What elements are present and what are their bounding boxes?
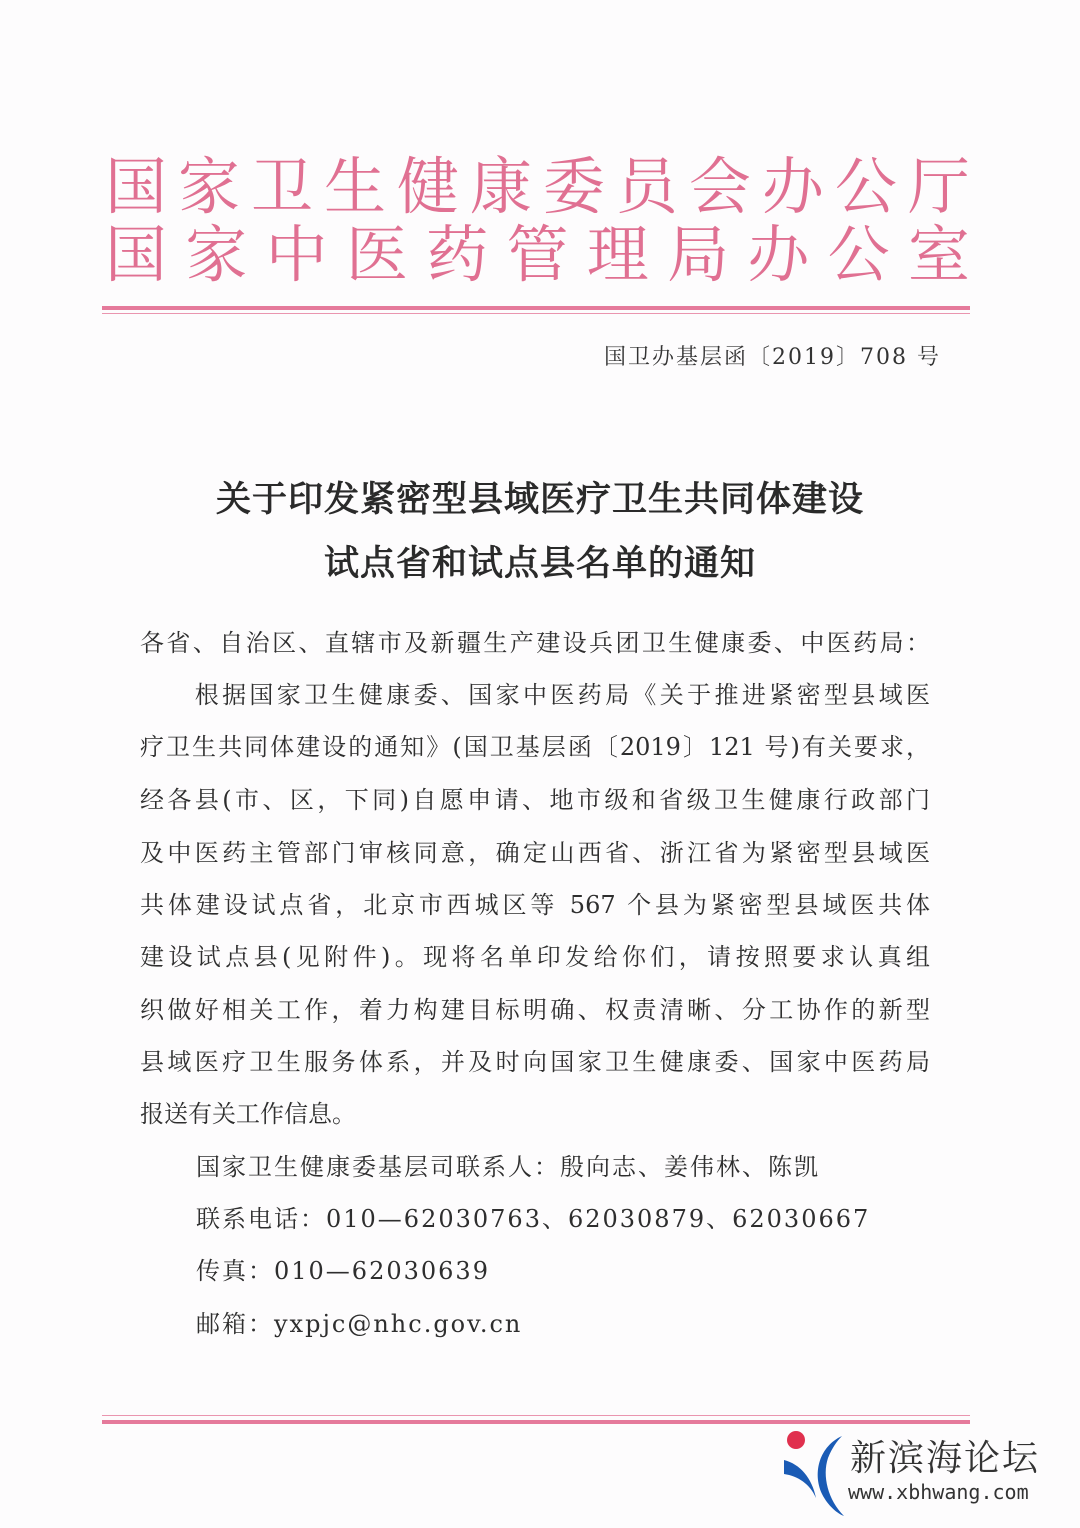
letterhead-char: 管: [506, 218, 569, 291]
letterhead-char: 员: [615, 150, 678, 223]
paragraph-line: 经各县(市、区，下同)自愿申请、地市级和省级卫生健康行政部门: [140, 786, 930, 814]
site-name: 新滨海论坛: [850, 1438, 1041, 1479]
letterhead-line-2: [105, 220, 970, 290]
site-logo-icon: [782, 1428, 848, 1518]
letterhead-char: 家: [185, 218, 248, 291]
letterhead-line-1: [105, 152, 970, 222]
letterhead-char: 办: [761, 150, 824, 223]
letterhead-char: 家: [177, 150, 240, 223]
site-url: www.xbhwang.com: [848, 1480, 1029, 1504]
letterhead-char: 办: [747, 218, 810, 291]
letterhead-char: 健: [396, 150, 459, 223]
letterhead-char: 局: [667, 218, 730, 291]
letterhead-char: 卫: [250, 150, 313, 223]
letterhead-char: 药: [426, 218, 489, 291]
bottom-rule-thin: [102, 1415, 970, 1416]
letterhead-char: 中: [265, 218, 328, 291]
letterhead-char: 国: [105, 218, 168, 291]
letterhead-char: 会: [688, 150, 751, 223]
letterhead-char: 委: [542, 150, 605, 223]
contact-phone: 联系电话：010—62030763、62030879、62030667: [196, 1205, 871, 1233]
letterhead-char: 厅: [907, 150, 970, 223]
top-rule-thin: [102, 313, 970, 314]
paragraph-line: 报送有关工作信息。: [140, 1100, 356, 1128]
top-rule-thick: [102, 306, 970, 310]
document-title-line-1: 关于印发紧密型县域医疗卫生共同体建设: [215, 480, 864, 520]
letterhead-char: 公: [827, 218, 890, 291]
bottom-rule-thick: [102, 1420, 970, 1424]
paragraph-line: 建设试点县(见附件)。现将名单印发给你们，请按照要求认真组: [140, 943, 930, 971]
paragraph-line: 织做好相关工作，着力构建目标明确、权责清晰、分工协作的新型: [140, 996, 930, 1024]
letterhead-char: 公: [834, 150, 897, 223]
salutation: 各省、自治区、直辖市及新疆生产建设兵团卫生健康委、中医药局：: [140, 629, 930, 657]
letterhead-char: 国: [105, 150, 168, 223]
document-number: 国卫办基层函〔2019〕708 号: [604, 345, 941, 370]
letterhead-char: 理: [586, 218, 649, 291]
contact-email: 邮箱：yxpjc@nhc.gov.cn: [196, 1310, 523, 1338]
paragraph-line: 共体建设试点省，北京市西城区等 567 个县为紧密型县域医共体: [140, 891, 930, 919]
paragraph-line: 及中医药主管部门审核同意，确定山西省、浙江省为紧密型县域医: [140, 839, 930, 867]
contact-persons: 国家卫生健康委基层司联系人：殷向志、姜伟林、陈凯: [196, 1153, 820, 1181]
site-watermark: [782, 1428, 1072, 1518]
letterhead-char: 康: [469, 150, 532, 223]
paragraph-line: 疗卫生共同体建设的通知》(国卫基层函〔2019〕121 号)有关要求，: [140, 733, 930, 761]
letterhead-char: 生: [323, 150, 386, 223]
paragraph-line: 县域医疗卫生服务体系，并及时向国家卫生健康委、国家中医药局: [140, 1048, 930, 1076]
letterhead-char: 室: [907, 218, 970, 291]
contact-fax: 传真：010—62030639: [196, 1257, 490, 1285]
document-title-line-2: 试点省和试点县名单的通知: [323, 544, 756, 584]
paragraph-line: 根据国家卫生健康委、国家中医药局《关于推进紧密型县域医: [140, 681, 930, 709]
letterhead-char: 医: [345, 218, 408, 291]
